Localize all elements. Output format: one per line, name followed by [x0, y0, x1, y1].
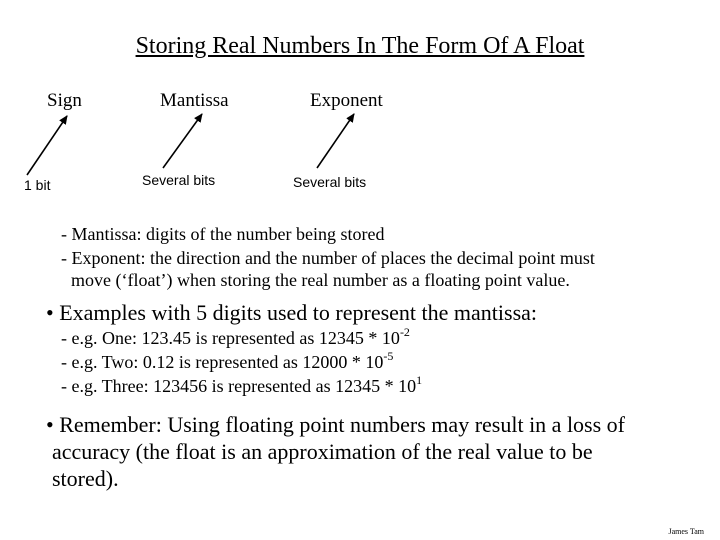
example-two: - e.g. Two: 0.12 is represented as $12000 * 10^{-5}$ [61, 349, 394, 372]
examples-heading: • Examples with 5 digits used to represent the mantissa: [46, 300, 538, 325]
sign-label: Sign [47, 90, 82, 111]
example-one-exponent: -2 [399, 325, 410, 339]
exponent-bits-label: Several bits [293, 174, 367, 190]
exponent-definition-continued: move (‘float’) when storing the real number as a floating point value. [71, 270, 570, 290]
remember-line-3: stored). [52, 466, 119, 491]
author-signature: James Tam [668, 527, 704, 536]
sign-bits-label: 1 bit [24, 177, 51, 193]
mantissa-definition: - Mantissa: digits of the number being stored [61, 224, 385, 244]
remember-line-1: • Remember: Using floating point numbers may result in a loss of [46, 412, 626, 437]
exponent-arrow [317, 114, 354, 168]
mantissa-bits-label: Several bits [142, 172, 216, 188]
mantissa-label: Mantissa [160, 90, 229, 111]
example-one: - e.g. One: 123.45 is represented as $12345 * 10^{-2}$ [61, 325, 410, 348]
page-title: Storing Real Numbers In The Form Of A Float [135, 33, 585, 59]
exponent-label: Exponent [310, 90, 383, 111]
example-three: - e.g. Three: 123456 is represented as $12345 * 10^1$ [61, 373, 423, 396]
mantissa-arrow [163, 114, 202, 168]
sign-arrow [27, 116, 67, 175]
example-two-exponent: -5 [383, 349, 394, 363]
exponent-definition: - Exponent: the direction and the number of places the decimal point must [61, 248, 595, 268]
field-arrows [0, 0, 720, 200]
example-three-exponent: 1 [416, 373, 423, 387]
remember-line-2: accuracy (the float is an approximation of the real value to be [52, 439, 593, 464]
